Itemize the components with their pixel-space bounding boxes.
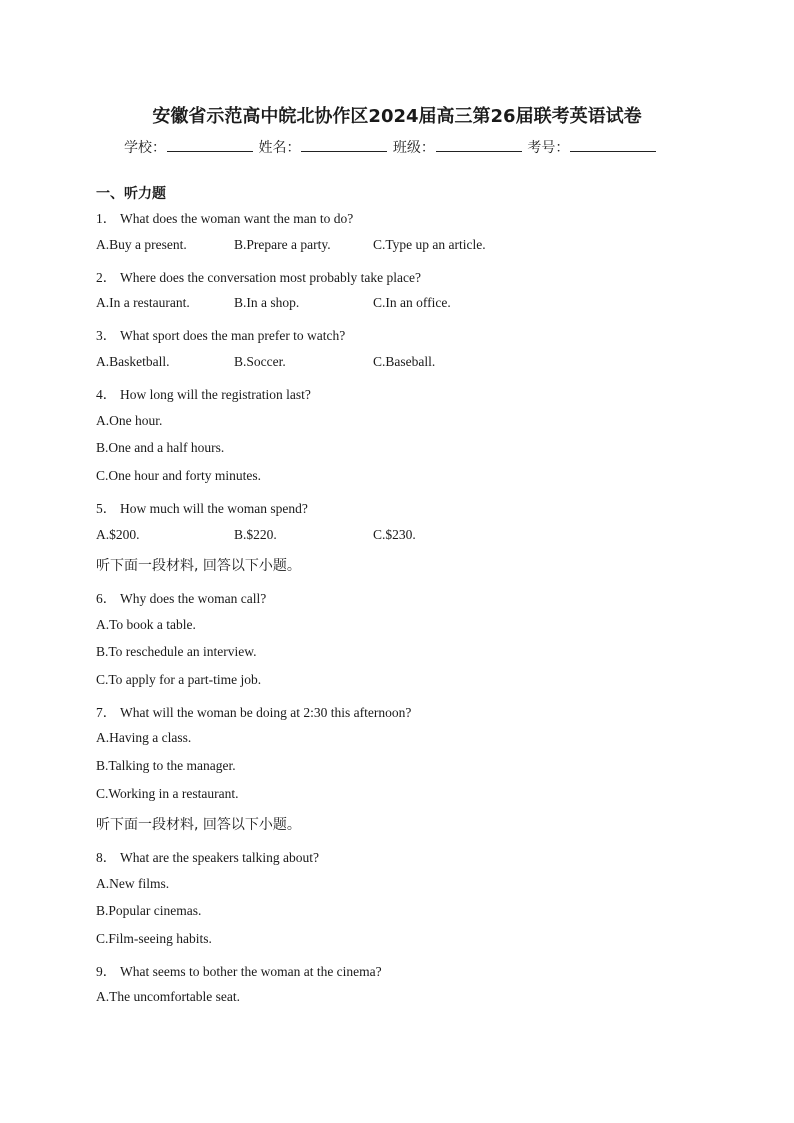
question-text: What does the woman want the man to do? [120, 211, 354, 226]
option-c: C.$230. [373, 527, 416, 542]
question-text: Where does the conversation most probably take place? [120, 270, 422, 285]
option-a: A.In a restaurant. [96, 295, 190, 310]
school-blank[interactable] [167, 139, 253, 152]
question-text: How long will the registration last? [120, 387, 311, 402]
question-3 [96, 324, 345, 344]
question-number: 5． [96, 501, 117, 516]
student-info-row [124, 137, 684, 157]
option-a: A.One hour. [96, 413, 163, 428]
question-6 [96, 587, 266, 607]
exam-number-blank[interactable] [570, 139, 656, 152]
school-label: 学校： [124, 140, 166, 156]
question-text: What will the woman be doing at 2:30 this afternoon? [120, 705, 412, 720]
question-number: 3． [96, 328, 117, 343]
question-number: 6． [96, 591, 117, 606]
question-number: 9． [96, 964, 117, 979]
question-5 [96, 497, 308, 517]
option-c: C.In an office. [373, 295, 451, 310]
option-b: B.Talking to the manager. [96, 758, 236, 773]
name-blank[interactable] [301, 139, 387, 152]
option-c: C.Working in a restaurant. [96, 786, 239, 801]
option-b: B.To reschedule an interview. [96, 644, 257, 659]
option-c: C.Film-seeing habits. [96, 931, 212, 946]
option-c: C.Type up an article. [373, 237, 486, 252]
question-text: What sport does the man prefer to watch? [120, 328, 346, 343]
options-row-5 [96, 527, 696, 545]
instruction-text: 听下面一段材料, 回答以下小题。 [96, 558, 301, 574]
question-7 [96, 701, 411, 721]
option-c: C.Baseball. [373, 354, 436, 369]
question-8 [96, 846, 319, 866]
option-b: B.One and a half hours. [96, 440, 225, 455]
question-number: 4． [96, 387, 117, 402]
question-number: 2． [96, 270, 117, 285]
question-number: 8． [96, 850, 117, 865]
instruction-text: 听下面一段材料, 回答以下小题。 [96, 817, 301, 833]
class-blank[interactable] [436, 139, 522, 152]
option-b: B.$220. [234, 527, 277, 542]
option-b: B.Prepare a party. [234, 237, 331, 252]
option-a: A.$200. [96, 527, 140, 542]
option-b: B.Soccer. [234, 354, 286, 369]
options-row-1 [96, 237, 696, 255]
question-text: What seems to bother the woman at the cinema? [120, 964, 382, 979]
question-1 [96, 207, 353, 227]
question-2 [96, 266, 421, 286]
exam-number-label: 考号： [527, 140, 570, 156]
question-4 [96, 383, 311, 403]
options-row-2 [96, 295, 696, 313]
question-9 [96, 960, 382, 980]
option-a: A.Having a class. [96, 730, 192, 745]
option-b: B.Popular cinemas. [96, 903, 202, 918]
question-number: 7． [96, 705, 117, 720]
option-b: B.In a shop. [234, 295, 300, 310]
option-a: A.To book a table. [96, 617, 196, 632]
exam-title: 安徽省示范高中皖北协作区2024届高三第26届联考英语试卷 [152, 106, 642, 127]
options-row-3 [96, 354, 696, 372]
question-number: 1． [96, 211, 117, 226]
option-a: A.The uncomfortable seat. [96, 989, 240, 1004]
question-text: What are the speakers talking about? [120, 850, 320, 865]
section-heading: 一、听力题 [96, 186, 166, 202]
option-a: A.Buy a present. [96, 237, 187, 252]
option-c: C.One hour and forty minutes. [96, 468, 261, 483]
question-text: How much will the woman spend? [120, 501, 308, 516]
question-text: Why does the woman call? [120, 591, 267, 606]
option-c: C.To apply for a part-time job. [96, 672, 262, 687]
name-label: 姓名： [258, 140, 301, 156]
option-a: A.Basketball. [96, 354, 170, 369]
option-a: A.New films. [96, 876, 170, 891]
class-label: 班级： [392, 140, 435, 156]
